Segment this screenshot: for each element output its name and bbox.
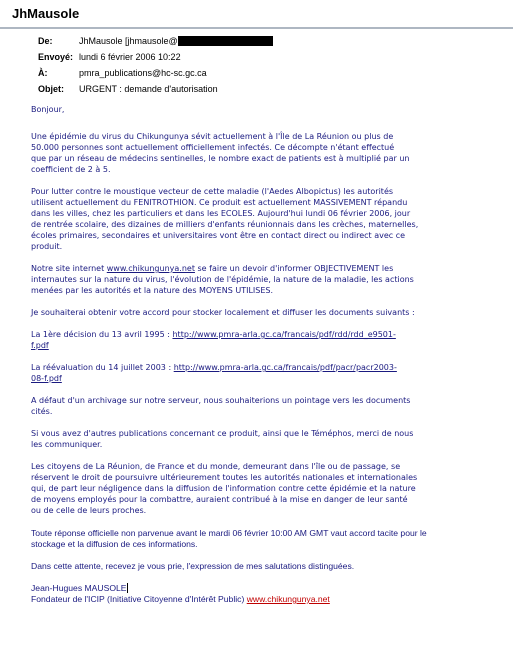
signature [31,583,493,605]
to-label: À: [38,68,48,78]
paragraph-rights [31,461,493,516]
body-line: dans les villes, chez les particuliers et dans les ECOLES. Aujourd'hui lundi 06 février 2006, jour [31,209,411,218]
paragraph-website [31,263,493,296]
body-line: cités. [31,407,53,416]
text-span: Fondateur de l'ICIP (Initiative Citoyenne d'Intérêt Public) [31,594,247,604]
header-subject-row [38,84,218,94]
body-line: réservent le droit de poursuivre ultérieurement toutes les autorités nationales et internationales [31,473,418,482]
body-line [31,263,493,274]
header-to-row [38,68,207,78]
body-line: qui, de part leur négligence dans la diffusion de l'information contre cette épidémie et la nature [31,484,416,493]
pdf-link-2003[interactable]: http://www.pmra-arla.gc.ca/francais/pdf/pacr/pacr2003- [173,363,397,372]
paragraph-closing: Dans cette attente, recevez je vous prie, l'expression de mes salutations distinguées. [31,561,355,571]
subject-label: Objet: [38,84,64,94]
body-line [31,329,493,340]
body-line: Pour lutter contre le moustique vecteur de cette maladie (l'Aedes Albopictus) les autorités [31,187,394,196]
body-line: coefficient de 2 à 5. [31,165,111,174]
pdf-link-2003-cont[interactable]: 08-f.pdf [31,374,62,383]
body-line: stockage et la diffusion de ces informations. [31,539,198,549]
body-line: utilisent actuellement du FENITROTHION. Ce produit est actuellement MASSIVEMENT répandu [31,198,408,207]
paragraph-other-publications [31,428,493,450]
signature-title [31,594,493,605]
body-line: les communiquer. [31,440,103,449]
subject-value: URGENT : demande d'autorisation [79,84,218,94]
header-from-row [38,36,273,46]
body-line: de moyens employés pour la combattre, auraient contribué à la mise en danger de leur santé [31,495,408,504]
from-label: De: [38,36,53,46]
body-line [31,340,493,351]
header-divider [0,27,513,29]
body-line: que par un réseau de médecins sentinelles, le nombre exact de patients est à multiplié par un [31,154,410,163]
greeting: Bonjour, [31,105,65,114]
pdf-link-1995[interactable]: http://www.pmra-arla.gc.ca/francais/pdf/rdd/rdd_e9501- [172,330,396,339]
body-line: Si vous avez d'autres publications concernant ce produit, ainsi que le Téméphos, merci de nous [31,429,414,438]
body-line: écoles primaires, secondaires et universitaires vont être en contact direct ou indirect avec ce [31,231,406,240]
body-line: produit. [31,242,63,251]
sender-name: JhMausole [12,6,80,21]
header-sent-row [38,52,181,62]
text-span: Jean-Hugues MAUSOLE [31,583,127,593]
signature-name [31,583,493,594]
paragraph-archiving [31,395,493,417]
body-line: A défaut d'un archivage sur notre serveur, nous souhaiterions un pointage vers les documents [31,396,411,405]
website-link[interactable]: www.chikungunya.net [106,264,195,273]
from-value: JhMausole [jhmausole@ [79,36,178,46]
paragraph-epidemic [31,131,493,175]
signature-link[interactable]: www.chikungunya.net [246,594,330,604]
redaction-bar [178,36,273,46]
paragraph-deadline [31,528,493,550]
text-span: La 1ère décision du 13 avril 1995 : [31,330,173,339]
body-line: 50.000 personnes sont actuellement officiellement infectés. Ce décompte n'étant effectué [31,143,395,152]
body-line: Toute réponse officielle non parvenue avant le mardi 06 février 10:00 AM GMT vaut accord tacite pour le [31,528,427,538]
paragraph-request: Je souhaiterai obtenir votre accord pour stocker localement et diffuser les documents suivants : [31,308,415,317]
sent-label: Envoyé: [38,52,74,62]
body-line: Les citoyens de La Réunion, de France et du monde, demeurant dans l'île ou de passage, se [31,462,401,471]
body-line: menées par les autorités et la nature des MOYENS UTILISES. [31,286,274,295]
pdf-link-1995-cont[interactable]: f.pdf [31,341,49,350]
body-line [31,362,493,373]
text-cursor [127,583,128,593]
paragraph-fenitrothion [31,186,493,252]
body-line [31,373,493,384]
body-line: Une épidémie du virus du Chikungunya sévit actuellement à l'Île de La Réunion ou plus de [31,132,394,141]
paragraph-reevaluation-2003 [31,362,493,384]
email-body [31,104,493,605]
body-line: ou de celle de leurs proches. [31,506,147,515]
text-span: Notre site internet [31,264,107,273]
body-line: internautes sur la nature du virus, l'évolution de l'épidémie, la nature de la maladie, les actions [31,275,414,284]
text-span: se faire un devoir d'informer OBJECTIVEMENT les [194,264,394,273]
paragraph-decision-1995 [31,329,493,351]
to-value: pmra_publications@hc-sc.gc.ca [79,68,207,78]
text-span: La réévaluation du 14 juillet 2003 : [31,363,174,372]
sent-value: lundi 6 février 2006 10:22 [79,52,181,62]
body-line: de rentrée scolaire, des dizaines de milliers d'enfants réunionnais dans les crèches, maternelles, [31,220,419,229]
